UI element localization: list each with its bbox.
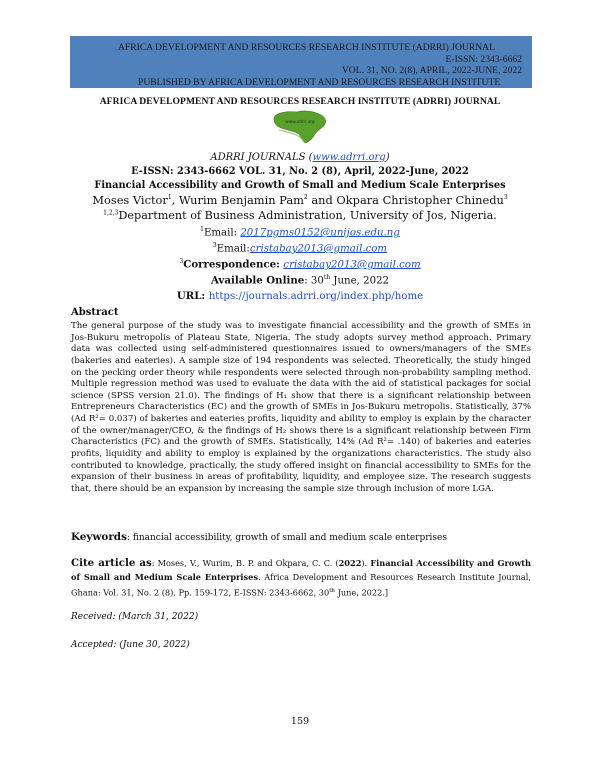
citation-block — [71, 557, 531, 600]
available-online-label: Available Online — [210, 274, 305, 287]
keywords-label: Keywords — [71, 531, 127, 543]
journal-url-link[interactable]: https://journals.adrri.org/index.php/home — [208, 291, 424, 302]
header-line-2: E-ISSN: 2343-6662 — [445, 53, 522, 65]
correspondence-label: Correspondence: — [183, 258, 284, 271]
keywords-text: : financial accessibility, growth of small and medium scale enterprises — [126, 533, 447, 543]
department-affiliation: 1,2,3 — [103, 209, 119, 217]
email-1-link[interactable]: 2017pgms0152@unijos.edu.ng — [240, 227, 400, 239]
cite-end: June, 2022.] — [334, 587, 389, 598]
url-label: URL: — [176, 290, 209, 302]
author-2: , Wurim Benjamin Pam — [171, 193, 304, 207]
cite-rest: . Africa Development and Resources Research Institute Journal, Ghana: Vol. 31, No. 2 (8), Pp. 159-172, E-ISSN: 2343-6662, 30 — [71, 571, 531, 598]
email-2-label: Email: — [216, 243, 250, 255]
adrri-website-link[interactable]: www.adrri.org — [312, 152, 386, 163]
issn-volume-line: E-ISSN: 2343-6662 VOL. 31, No. 2 (8), April, 2022-June, 2022 — [131, 166, 469, 177]
available-online-day: : 30 — [304, 275, 324, 287]
journal-header-banner — [70, 36, 532, 88]
paper-title: Financial Accessibility and Growth of Small and Medium Scale Enterprises — [94, 180, 506, 191]
keywords-line — [71, 531, 531, 543]
email-2-line — [0, 242, 600, 254]
department-line — [0, 209, 600, 222]
africa-map-logo — [269, 108, 331, 144]
email-1-label: Email: — [203, 227, 241, 239]
received-label: Received — [71, 612, 113, 622]
header-line-4: PUBLISHED BY AFRICA DEVELOPMENT AND RESOURCES RESEARCH INSTITUTE — [138, 76, 501, 88]
accepted-date: : (June 30, 2022) — [113, 640, 190, 650]
cite-title: Financial Accessibility and Growth of Small and Medium Scale Enterprises — [71, 558, 531, 582]
journal-title: AFRICA DEVELOPMENT AND RESOURCES RESEARCH INSTITUTE (ADRRI) JOURNAL — [99, 96, 501, 107]
cite-after-year: ). — [361, 558, 371, 568]
available-online-sup: th — [323, 274, 331, 281]
authors-line — [0, 193, 600, 207]
abstract-text: The general purpose of the study was to investigate financial accessibility and the growth of SMEs in Jos-Bukuru metropolis of Plateau State, Nigeria. The study adopts survey method approach. Primary data was collected using self-administered questionnaires issued to owners/managers of the SMEs (bakeries and eateries). A sample size of 194 respondents was selected. Theoretically, the study hinged on the pecking order theory while respondents were selected through non-probability sampling method. Multiple regression method was used to evaluate the data with the aid of statistical packages for social science (SPSS version 21.0). The findings of H₁ show that there is a significant relationship between Entrepreneurs Characteristics (EC) and the growth of SMEs in Jos-Bukuru metropolis. Statistically, 37% (Ad R²= 0.037) of bakeries and eateries profits, liquidity and ability to employ is explain by the character of the owner/manager/CEO, & the findings of H₂ shows there is a significant relationship between Firm Characteristics (FC) and the growth of SMEs. Statistically, 14% (Ad R²= .140) of bakeries and eateries profits, liquidity and ability to employ is explained by the organizations characteristics. The study also contributed to knowledge, practically, the study offered insight on financial accessibility to SMEs for the expansion of their business in areas of profitability, liquidity, and employee size. The research suggests that, there should be an expansion by increasing the sample size through inclusion of more LGA. — [71, 321, 531, 494]
department-text: Department of Business Administration, University of Jos, Nigeria. — [118, 209, 497, 222]
author-3: and Okpara Christopher Chinedu — [307, 193, 504, 207]
accepted-label: Accepted — [71, 640, 114, 650]
page-number: 159 — [290, 716, 310, 727]
author-3-affiliation: 3 — [503, 194, 508, 202]
author-2-affiliation: 2 — [303, 194, 308, 202]
available-online-line — [0, 274, 600, 286]
cite-sup: th — [329, 587, 335, 594]
received-date-line — [71, 612, 198, 622]
url-line — [0, 290, 600, 302]
adrri-prefix: ADRRI JOURNALS ( — [210, 152, 313, 163]
adrri-journals-line — [0, 152, 600, 163]
email-1-line — [0, 226, 600, 238]
accepted-date-line — [71, 640, 190, 650]
correspondence-line — [0, 258, 600, 270]
available-online-rest: June, 2022 — [330, 275, 390, 287]
author-1: Moses Victor — [92, 193, 168, 207]
received-date: : (March 31, 2022) — [112, 612, 199, 622]
cite-authors: : Moses, V., Wurim, B. P. and Okpara, C. C. ( — [151, 558, 339, 568]
author-1-affiliation: 1 — [167, 194, 172, 202]
adrri-suffix: ) — [385, 152, 390, 163]
correspondence-affiliation: 3 — [179, 258, 184, 265]
email-2-link[interactable]: cristabay2013@gmail.com — [249, 243, 388, 255]
correspondence-email-link[interactable]: cristabay2013@gmail.com — [283, 259, 421, 271]
header-line-1: AFRICA DEVELOPMENT AND RESOURCES RESEARCH INSTITUTE (ADRRI) JOURNAL — [118, 42, 495, 53]
cite-year: 2022 — [338, 558, 362, 568]
cite-label: Cite article as — [71, 557, 152, 569]
africa-shape — [274, 111, 326, 143]
logo-text: www.adrri.org — [285, 119, 315, 124]
abstract-heading: Abstract — [71, 307, 119, 318]
email-2-affiliation: 3 — [212, 242, 217, 249]
email-1-affiliation: 1 — [200, 226, 204, 233]
header-line-3: VOL. 31, NO. 2(8), APRIL, 2022-JUNE, 2022 — [341, 65, 522, 77]
